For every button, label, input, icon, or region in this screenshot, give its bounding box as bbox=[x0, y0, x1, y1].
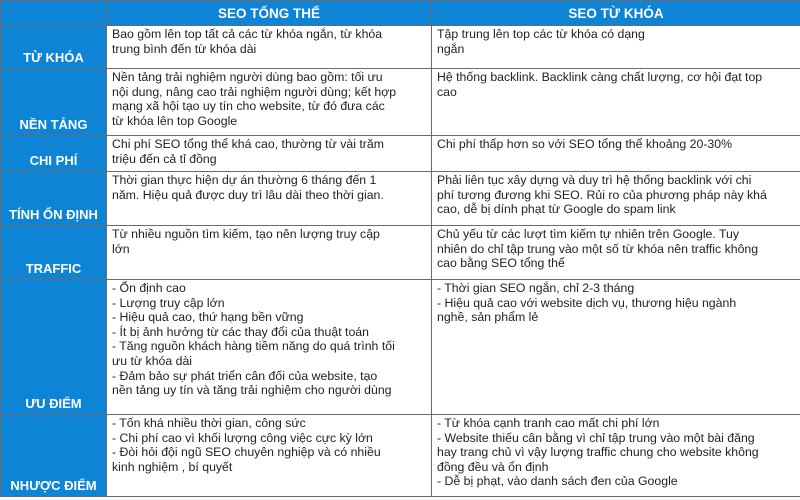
header-seo-tu-khoa: SEO TỪ KHÓA bbox=[432, 1, 800, 26]
cell-seo-tong-the: - Tốn khá nhiều thời gian, công sức - Chi phí cao vì khối lượng công việc cực kỳ lớn - Đòi hỏi đội ngũ SEO chuyên nghiệp và có nhiều kinh nghiệm , bí quyết bbox=[107, 415, 432, 497]
row-label: TỪ KHÓA bbox=[1, 26, 107, 69]
cell-seo-tu-khoa: Chủ yếu từ các lượt tìm kiếm tự nhiên trên Google. Tuy nhiên do chỉ tập trung vào một số từ khóa nên traffic không cao bằng SEO tổng thể bbox=[432, 226, 800, 280]
table-header-row bbox=[1, 1, 800, 26]
row-label: NỀN TẢNG bbox=[1, 69, 107, 136]
cell-seo-tong-the: Thời gian thực hiện dự án thường 6 tháng đến 1 năm. Hiệu quả được duy trì lâu dài theo thời gian. bbox=[107, 172, 432, 226]
row-label: ƯU ĐIỂM bbox=[1, 280, 107, 415]
cell-seo-tu-khoa: Chi phí thấp hơn so với SEO tổng thể khoảng 20-30% bbox=[432, 136, 800, 172]
row-label: NHƯỢC ĐIỂM bbox=[1, 415, 107, 497]
cell-seo-tong-the: Chi phí SEO tổng thể khá cao, thường từ vài trăm triệu đến cả tỉ đồng bbox=[107, 136, 432, 172]
table-row bbox=[1, 226, 800, 280]
row-label: TRAFFIC bbox=[1, 226, 107, 280]
cell-seo-tong-the: - Ổn định cao - Lượng truy cập lớn - Hiệu quả cao, thứ hạng bền vững - Ít bị ảnh hưởng từ các thay đổi của thuật toán - Tăng nguồn khách hàng tiềm năng do quá trình tối ưu từ khóa dài - Đảm bảo sự phát triển cân đối của website, tạo nền tảng uy tín và tăng trải nghiệm cho người dùng bbox=[107, 280, 432, 415]
table-row bbox=[1, 172, 800, 226]
row-label: CHI PHÍ bbox=[1, 136, 107, 172]
cell-seo-tu-khoa: - Thời gian SEO ngắn, chỉ 2-3 tháng - Hiệu quả cao với website dịch vụ, thương hiệu ngành nghề, sản phẩm lẻ bbox=[432, 280, 800, 415]
table-row bbox=[1, 415, 800, 497]
cell-seo-tu-khoa: Phải liên tục xây dựng và duy trì hệ thống backlink với chi phí tương đương khi SEO. Rủi ro của phương pháp này khá cao, dễ bị dính phạt từ Google do spam link bbox=[432, 172, 800, 226]
cell-seo-tong-the: Từ nhiều nguồn tìm kiếm, tạo nên lượng truy cập lớn bbox=[107, 226, 432, 280]
cell-seo-tong-the: Bao gồm lên top tất cả các từ khóa ngắn, từ khóa trung bình đến từ khóa dài bbox=[107, 26, 432, 69]
table-row bbox=[1, 69, 800, 136]
cell-seo-tu-khoa: Tập trung lên top các từ khóa có dạng ngắn bbox=[432, 26, 800, 69]
row-label: TÍNH ỔN ĐỊNH bbox=[1, 172, 107, 226]
table-row bbox=[1, 136, 800, 172]
table-row bbox=[1, 26, 800, 69]
cell-seo-tu-khoa: - Từ khóa cạnh tranh cao mất chi phí lớn - Website thiếu cân bằng vì chỉ tập trung vào một bài đăng hay trang chủ vì vậy lượng traffic chung cho website không đồng đều và ổn định - Dễ bị phạt, vào danh sách đen của Google bbox=[432, 415, 800, 497]
header-seo-tong-the: SEO TỔNG THỂ bbox=[107, 1, 432, 26]
table-row bbox=[1, 280, 800, 415]
cell-seo-tu-khoa: Hệ thống backlink. Backlink càng chất lượng, cơ hội đạt top cao bbox=[432, 69, 800, 136]
header-corner-cell bbox=[1, 1, 107, 26]
cell-seo-tong-the: Nền tảng trải nghiệm người dùng bao gồm: tối ưu nội dung, nâng cao trải nghiệm người dùng; kết hợp mạng xã hội tạo uy tín cho website, từ đó đưa các từ khóa lên top Google bbox=[107, 69, 432, 136]
